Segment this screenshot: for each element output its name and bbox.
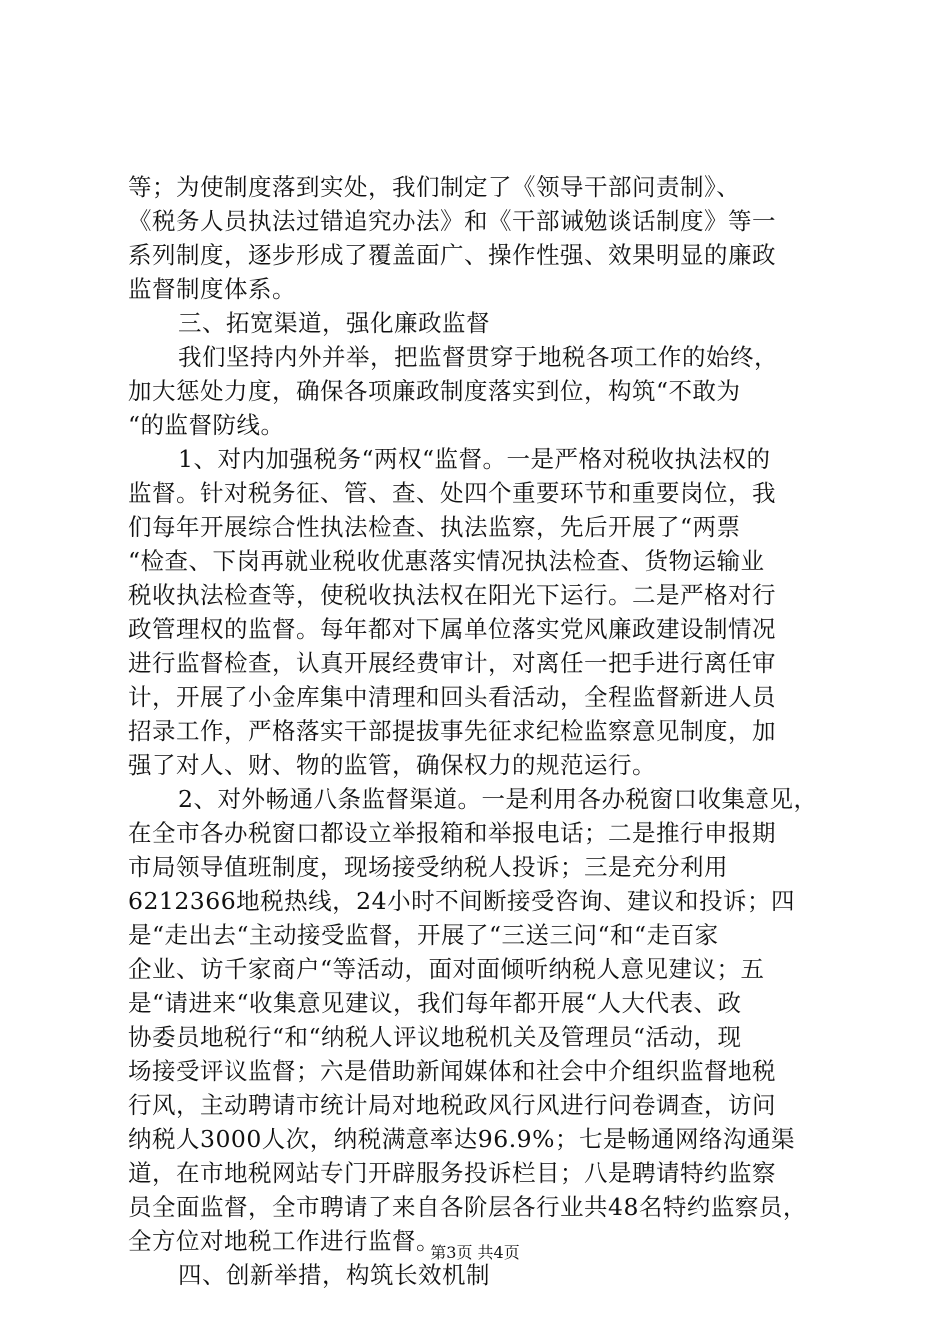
text-line: 强了对人、财、物的监管，确保权力的规范运行。: [128, 751, 656, 779]
text-line: 我们坚持内外并举，把监督贯穿于地税各项工作的始终，: [178, 343, 778, 371]
text-line: 市局领导值班制度，现场接受纳税人投诉；三是充分利用: [128, 853, 728, 881]
text-line: 6212366地税热线，24小时不间断接受咨询、建议和投诉；四: [128, 887, 796, 915]
page-number-footer: 第3页 共4页: [430, 1243, 520, 1262]
text-line: 全方位对地税工作进行监督。: [128, 1227, 440, 1255]
text-line: 计，开展了小金库集中清理和回头看活动，全程监督新进人员: [128, 683, 776, 711]
text-line: 监督。针对税务征、管、查、处四个重要环节和重要岗位，我: [128, 479, 776, 507]
text-line: 招录工作，严格落实干部提拔事先征求纪检监察意见制度，加: [128, 717, 776, 745]
text-line: 加大惩处力度，确保各项廉政制度落实到位，构筑“不敢为: [128, 377, 741, 405]
text-line: 们每年开展综合性执法检查、执法监察，先后开展了“两票: [128, 513, 741, 541]
text-line: 2、对外畅通八条监督渠道。一是利用各办税窗口收集意见，: [178, 785, 818, 813]
text-line: 企业、访千家商户“等活动，面对面倾听纳税人意见建议；五: [128, 955, 765, 983]
text-line: 场接受评议监督；六是借助新闻媒体和社会中介组织监督地税: [128, 1057, 776, 1085]
text-line: 行风，主动聘请市统计局对地税政风行风进行问卷调查，访问: [128, 1091, 776, 1119]
text-line: 等；为使制度落到实处，我们制定了《领导干部问责制》、: [128, 173, 741, 201]
text-line: 是“请进来“收集意见建议，我们每年都开展“人大代表、政: [128, 989, 742, 1017]
text-line: 纳税人3000人次，纳税满意率达96.9%；七是畅通网络沟通渠: [128, 1125, 795, 1153]
text-line: “的监督防线。: [128, 411, 285, 439]
text-line: 在全市各办税窗口都设立举报箱和举报电话；二是推行申报期: [128, 819, 776, 847]
text-line: 是“走出去“主动接受监督，开展了“三送三问“和“走百家: [128, 921, 719, 949]
text-line: 政管理权的监督。每年都对下属单位落实党风廉政建设制情况: [128, 615, 776, 643]
text-line: 道，在市地税网站专门开辟服务投诉栏目；八是聘请特约监察: [128, 1159, 776, 1187]
text-line: 1、对内加强税务“两权“监督。一是严格对税收执法权的: [178, 445, 771, 473]
text-line: “检查、下岗再就业税收优惠落实情况执法检查、货物运输业: [128, 547, 765, 575]
text-line: 监督制度体系。: [128, 275, 296, 303]
text-line: 协委员地税行“和“纳税人评议地税机关及管理员“活动，现: [128, 1023, 742, 1051]
text-line: 系列制度，逐步形成了覆盖面广、操作性强、效果明显的廉政: [128, 241, 776, 269]
text-line: 税收执法检查等，使税收执法权在阳光下运行。二是严格对行: [128, 581, 776, 609]
text-line: 《税务人员执法过错追究办法》和《干部诫勉谈话制度》等一: [128, 207, 776, 235]
text-line: 员全面监督，全市聘请了来自各阶层各行业共48名特约监察员，: [128, 1193, 807, 1221]
section-heading: 三、拓宽渠道，强化廉政监督: [178, 309, 490, 337]
section-heading: 四、创新举措，构筑长效机制: [178, 1261, 490, 1289]
document-body: [128, 170, 828, 1292]
text-line: 进行监督检查，认真开展经费审计，对离任一把手进行离任审: [128, 649, 776, 677]
